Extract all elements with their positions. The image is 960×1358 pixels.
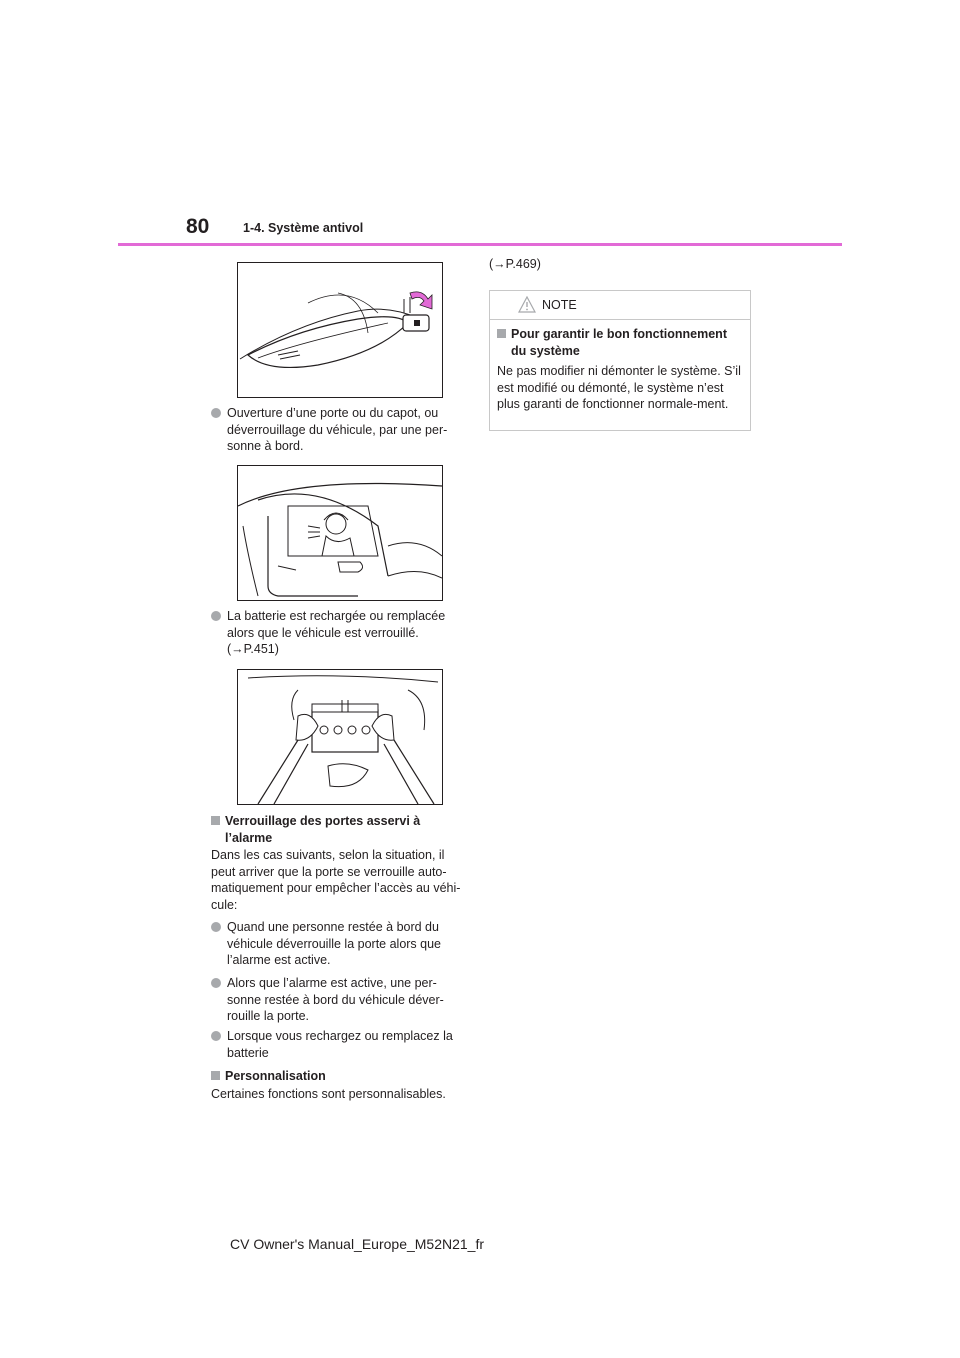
footer-text: CV Owner's Manual_Europe_M52N21_fr <box>230 1236 485 1252</box>
bullet-text: Ouverture d’une porte ou du capot, ou déverrouillage du véhicule, par une per-sonne à bord. <box>227 406 448 453</box>
car-occupant-illustration <box>237 465 443 601</box>
header-rule <box>118 243 842 246</box>
section-heading-text: Personnalisation <box>225 1069 326 1083</box>
warning-triangle-icon <box>518 296 536 313</box>
bullet-dot-icon <box>211 922 221 932</box>
note-heading <box>497 326 742 359</box>
page-reference: (→P.451) <box>227 642 279 656</box>
note-heading-text: Pour garantir le bon fonctionnement du système <box>511 327 727 358</box>
section-title: 1-4. Système antivol <box>243 221 364 235</box>
page-number: 80 <box>186 215 210 238</box>
paragraph: Certaines fonctions sont personnalisables. <box>211 1087 446 1101</box>
door-handle-illustration <box>237 262 443 398</box>
heading-square-icon <box>497 329 506 338</box>
bullet-dot-icon <box>211 408 221 418</box>
bullet-text: Lorsque vous rechargez ou remplacez la batterie <box>227 1029 453 1060</box>
bullet-item <box>211 405 466 455</box>
note-header <box>490 291 750 320</box>
section-heading <box>211 1068 466 1085</box>
heading-square-icon <box>211 816 220 825</box>
note-box <box>489 290 751 431</box>
bullet-text-line: alors que le véhicule est verrouillé. <box>227 625 419 640</box>
bullet-dot-icon <box>211 611 221 621</box>
battery-replacement-illustration <box>237 669 443 805</box>
page-reference: (→P.469) <box>489 257 541 271</box>
bullet-item <box>211 975 466 1025</box>
bullet-item <box>211 608 466 658</box>
note-title: NOTE <box>542 298 577 312</box>
bullet-item <box>211 1028 466 1061</box>
bullet-text: Alors que l’alarme est active, une per-sonne restée à bord du véhicule déver-rouille la porte. <box>227 976 444 1023</box>
section-heading <box>211 813 466 846</box>
note-body: Ne pas modifier ni démonter le système. S’il est modifié ou démonté, le système n’est plus garanti de fonctionner normale-ment. <box>497 364 741 411</box>
bullet-item <box>211 919 466 969</box>
section-heading-text: Verrouillage des portes asservi à l’alarme <box>225 814 421 845</box>
bullet-text-line: La batterie est rechargée ou remplacée <box>227 609 446 623</box>
paragraph: Dans les cas suivants, selon la situation, il peut arriver que la porte se verrouille auto-matiquement pour empêcher l’accès au véhi-cule: <box>211 848 461 912</box>
bullet-dot-icon <box>211 1031 221 1041</box>
bullet-dot-icon <box>211 978 221 988</box>
heading-square-icon <box>211 1071 220 1080</box>
bullet-text: Quand une personne restée à bord du véhicule déverrouille la porte alors que l’alarme est active. <box>227 920 442 967</box>
